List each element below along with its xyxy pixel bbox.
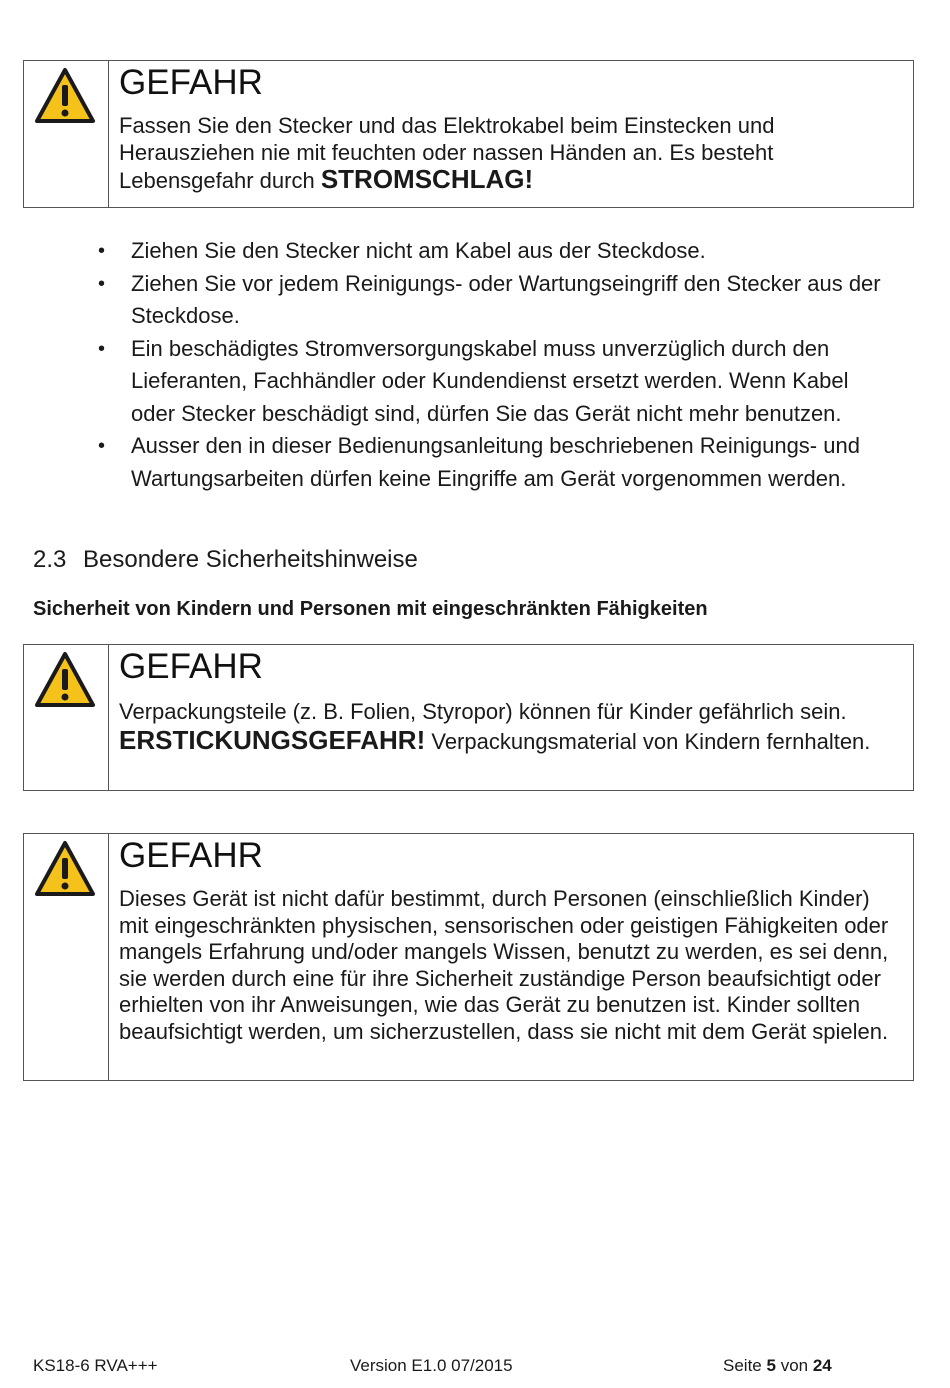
page-current: 5 xyxy=(766,1356,776,1375)
warning-body: Dieses Gerät ist nicht dafür bestimmt, durch Personen (einschließlich Kinder) mit eingeschränkten physischen, sensorischen oder geistigen Fähigkeiten oder mangels Erfahrung und/oder mangels Wissen, benutzt zu werden, es sei denn, sie werden durch eine für ihre Sicherheit zuständige Person beaufsichtigt oder erhielten von ihr Anweisungen, wie das Gerät zu benutzen ist. Kinder sollten beaufsichtigt werden, um sicherzustellen, dass sie nicht mit dem Gerät spielen. xyxy=(119,886,889,1044)
warning-box-supervision xyxy=(23,833,914,1081)
list-item xyxy=(98,235,898,268)
warning-triangle-icon xyxy=(34,67,96,125)
list-item-text: Ziehen Sie den Stecker nicht am Kabel aus der Steckdose. xyxy=(131,238,706,263)
warning-text-cell xyxy=(109,834,913,1080)
warning-box-electric xyxy=(23,60,914,208)
list-item xyxy=(98,333,898,431)
warning-title: GEFAHR xyxy=(119,647,263,686)
list-item xyxy=(98,268,898,333)
page-label: Seite xyxy=(723,1356,762,1375)
warning-body-text: Verpackungsteile (z. B. Folien, Styropor) können für Kinder gefährlich sein. xyxy=(119,699,847,724)
warning-emphasis: ERSTICKUNGSGEFAHR! xyxy=(119,725,426,755)
list-item-text: Ausser den in dieser Bedienungsanleitung beschriebenen Reinigungs- und Wartungsarbeiten dürfen keine Eingriffe am Gerät vorgenommen werden. xyxy=(131,433,860,491)
warning-text-cell xyxy=(109,61,913,207)
footer-page-number xyxy=(723,1355,832,1377)
warning-triangle-icon xyxy=(34,651,96,709)
bullet-icon: • xyxy=(98,240,106,262)
bullet-icon: • xyxy=(98,272,106,295)
warning-triangle-icon xyxy=(34,840,96,898)
bullet-icon: • xyxy=(98,337,106,360)
footer-model: KS18-6 RVA+++ xyxy=(33,1356,158,1375)
page-of: von xyxy=(780,1356,809,1375)
warning-title: GEFAHR xyxy=(119,63,263,102)
footer-version: Version E1.0 07/2015 xyxy=(350,1356,513,1375)
warning-icon-cell xyxy=(24,834,109,1080)
safety-bullet-list xyxy=(98,235,898,495)
list-item xyxy=(98,430,898,495)
section-title: Besondere Sicherheitshinweise xyxy=(83,546,418,573)
warning-title: GEFAHR xyxy=(119,836,263,875)
warning-text-cell xyxy=(109,645,913,790)
warning-body-text: Verpackungsmaterial von Kindern fernhalten. xyxy=(425,729,871,754)
warning-body xyxy=(119,113,903,195)
warning-box-suffocation xyxy=(23,644,914,791)
bullet-icon: • xyxy=(98,435,106,457)
sub-heading: Sicherheit von Kindern und Personen mit eingeschränkten Fähigkeiten xyxy=(33,598,708,620)
warning-emphasis: STROMSCHLAG! xyxy=(320,164,534,194)
warning-icon-cell xyxy=(24,61,109,207)
section-number: 2.3 xyxy=(33,546,67,573)
warning-body xyxy=(119,697,903,756)
list-item-text: Ziehen Sie vor jedem Reinigungs- oder Wartungseingriff den Stecker aus der Steckdose. xyxy=(131,270,881,328)
list-item-text: Ein beschädigtes Stromversorgungskabel muss unverzüglich durch den Lieferanten, Fachhändler oder Kundendienst ersetzt werden. Wenn Kabel oder Stecker beschädigt sind, dürfen Sie das Gerät nicht mehr benutzen. xyxy=(131,335,849,426)
page-total: 24 xyxy=(812,1356,832,1375)
section-heading xyxy=(33,545,418,575)
warning-icon-cell xyxy=(24,645,109,790)
warning-body-text: Fassen Sie den Stecker und das Elektrokabel beim Einstecken und Herausziehen nie mit feuchten oder nassen Händen an. Es besteht Lebensgefahr durch xyxy=(119,113,775,193)
